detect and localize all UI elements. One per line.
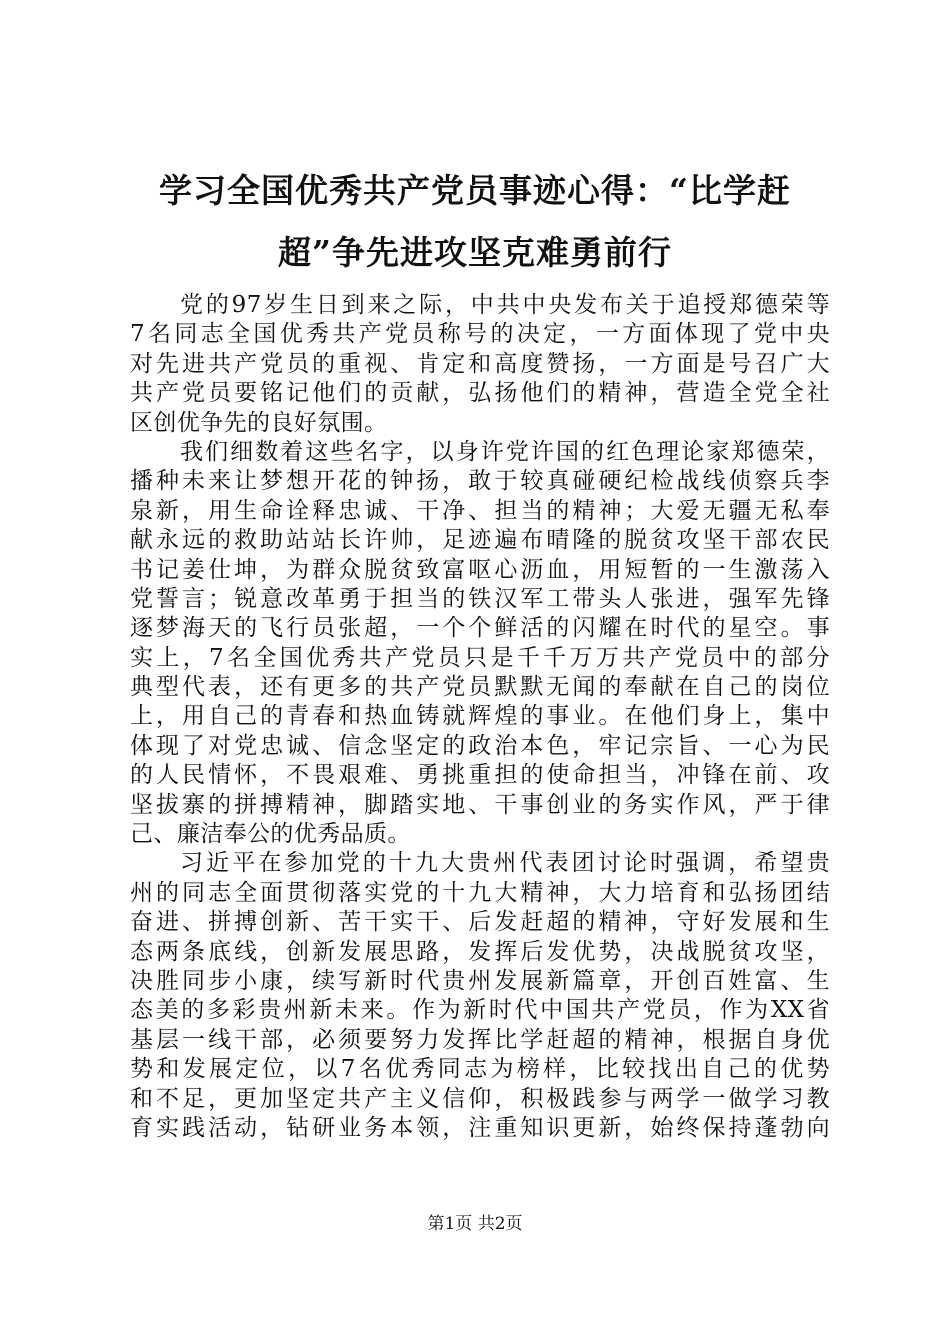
text-line: 习近平在参加党的十九大贵州代表团讨论时强调，希望贵: [180, 850, 830, 877]
text-line: 党的97岁生日到来之际，中共中央发布关于追授郑德荣等: [180, 292, 830, 318]
paragraph-1: [130, 291, 830, 438]
text-line: 典型代表，还有更多的共产党员默默无闻的奉献在自己的岗位: [130, 674, 830, 701]
text-line: 的人民情怀，不畏艰难、勇挑重担的使命担当，冲锋在前、攻: [130, 762, 830, 789]
text-line: 7名同志全国优秀共产党员称号的决定，一方面体现了党中央: [130, 321, 830, 348]
text-line: 书记姜仕坤，为群众脱贫致富呕心沥血，用短暂的一生激荡入: [130, 556, 830, 583]
text-line: 我们细数着这些名字，以身许党许国的红色理论家郑德荣，: [180, 438, 830, 465]
text-line: 共产党员要铭记他们的贡献，弘扬他们的精神，营造全党全社: [130, 380, 830, 407]
text-line: 区创优争先的良好氛围。: [130, 409, 388, 436]
text-line: 己、廉洁奉公的优秀品质。: [130, 821, 411, 848]
text-line: 对先进共产党员的重视、肯定和高度赞扬，一方面是号召广大: [130, 350, 830, 377]
text-line: 体现了对党忠诚、信念坚定的政治本色，牢记宗旨、一心为民: [130, 732, 830, 759]
document-body: [130, 291, 830, 1143]
text-line: 育实践活动，钻研业务本领，注重知识更新，始终保持蓬勃向: [130, 1114, 830, 1141]
text-line: 决胜同步小康，续写新时代贵州发展新篇章，开创百姓富、生: [130, 967, 830, 994]
text-line: 献永远的救助站站长许帅，足迹遍布晴隆的脱贫攻坚干部农民: [130, 527, 830, 554]
page-footer: 第1页 共2页: [427, 1214, 523, 1234]
text-line: 实上，7名全国优秀共产党员只是千千万万共产党员中的部分: [130, 644, 830, 671]
paragraph-2: [130, 438, 830, 849]
text-line: 逐梦海天的飞行员张超，一个个鲜活的闪耀在时代的星空。事: [130, 615, 830, 642]
paragraph-3: [130, 849, 830, 1143]
text-line: 和不足，更加坚定共产主义信仰，积极践参与两学一做学习教: [130, 1085, 830, 1112]
text-line: 党誓言；锐意改革勇于担当的铁汉军工带头人张进，强军先锋: [130, 585, 830, 612]
title-line: 学习全国优秀共产党员事迹心得：“比学赶: [159, 171, 791, 210]
text-line: 基层一线干部，必须要努力发挥比学赶超的精神，根据自身优: [130, 1026, 830, 1053]
text-line: 奋进、拼搏创新、苦干实干、后发赶超的精神，守好发展和生: [130, 909, 830, 936]
document-title: [110, 160, 840, 284]
text-line: 上，用自己的青春和热血铸就辉煌的事业。在他们身上，集中: [130, 703, 830, 730]
text-line: 州的同志全面贯彻落实党的十九大精神，大力培育和弘扬团结: [130, 879, 830, 906]
text-line: 播种未来让梦想开花的钟扬，敢于较真碰硬纪检战线侦察兵李: [130, 468, 830, 495]
text-line: 泉新，用生命诠释忠诚、干净、担当的精神；大爱无疆无私奉: [130, 497, 830, 524]
text-line: 态两条底线，创新发展思路，发挥后发优势，决战脱贫攻坚，: [130, 938, 830, 965]
text-line: 态美的多彩贵州新未来。作为新时代中国共产党员，作为XX省: [130, 997, 830, 1024]
title-line: 超”争先进攻坚克难勇前行: [278, 233, 672, 272]
text-line: 坚拔寨的拼搏精神，脚踏实地、干事创业的务实作风，严于律: [130, 791, 830, 818]
text-line: 势和发展定位，以7名优秀同志为榜样，比较找出自己的优势: [130, 1056, 830, 1083]
